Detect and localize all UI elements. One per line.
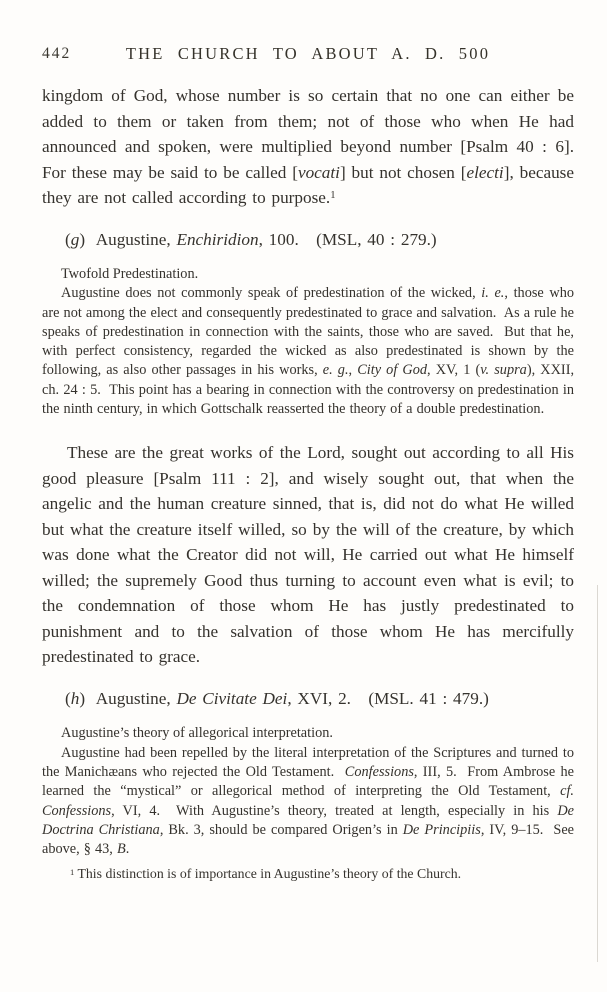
- note-g: [42, 265, 579, 419]
- page-header: [42, 44, 574, 66]
- running-title: THE CHURCH TO ABOUT A. D. 500: [125, 44, 491, 63]
- section-g-heading: (g) Augustine, Enchiridion, 100. (MSL, 40 : 279.): [65, 229, 437, 249]
- note-g-heading: Twofold Predestination.: [61, 266, 199, 282]
- note-h-heading: Augustine’s theory of allegorical interpretation.: [61, 725, 333, 742]
- note-h: [42, 724, 579, 859]
- note-g-paragraph: Augustine does not commonly speak of predestination of the wicked, i. e., those who are not among the elect and consequently predestinated to grace and salvation. As a rule he speaks of predestination in connection with the saints, those who are saved. But that he, with perfect consistency, regarded the wicked as also predestinated is shown by the following, as also other passages in his works, e. g., City of God, XV, 1 (v. supra), XXII, ch. 24 : 5. This point has a bearing in connection with the controversy on predestination in the ninth century, in which Gottschalk reasserted the theory of a double predestination.: [42, 285, 579, 418]
- section-h-heading: (h) Augustine, De Civitate Dei, XVI, 2. (MSL. 41 : 479.): [65, 688, 489, 708]
- footnote: $^1$ This distinction is of importance in Augustine’s theory of the Church.: [70, 866, 462, 882]
- quote-paragraph: These are the great works of the Lord, sought out according to all His good pleasure [Psalm 111 : 2], and wisely sought out, that when the angelic and the human creature sinned, that is, did not do what He willed but what the creature itself willed, so by the will of the creature, by which was done what the Creator did not will, He carried out what He himself willed; the supremely Good thus turning to account even what is evil; to the condemnation of those whom He has justly predestinated to punishment and to the salvation of those whom He has mercifully predestinated to grace.: [42, 443, 580, 667]
- page-edge-artifact: [597, 585, 598, 962]
- paragraph-continuation: kingdom of God, whose number is so certain that no one can either be added to them or taken from them; not of those who when He had announced and spoken, were multiplied beyond number [Psalm 40 : 6]. For these may be said to be called [vocati] but not chosen [electi], because they are not called according to purpose.$^1$: [42, 86, 586, 207]
- note-h-paragraph: Augustine had been repelled by the literal interpretation of the Scriptures and turned to the Manichæans who rejected the Old Testament. Confessions, III, 5. From Ambrose he learned the “mystical” or allegorical method of interpreting the Old Testament, cf. Confessions, VI, 4. With Augustine’s theory, treated at length, especially in his De Doctrina Christiana, Bk. 3, should be compared Origen’s in De Principiis, IV, 9–15. See above, § 43, B.: [42, 744, 579, 858]
- page-number: 442: [42, 45, 72, 62]
